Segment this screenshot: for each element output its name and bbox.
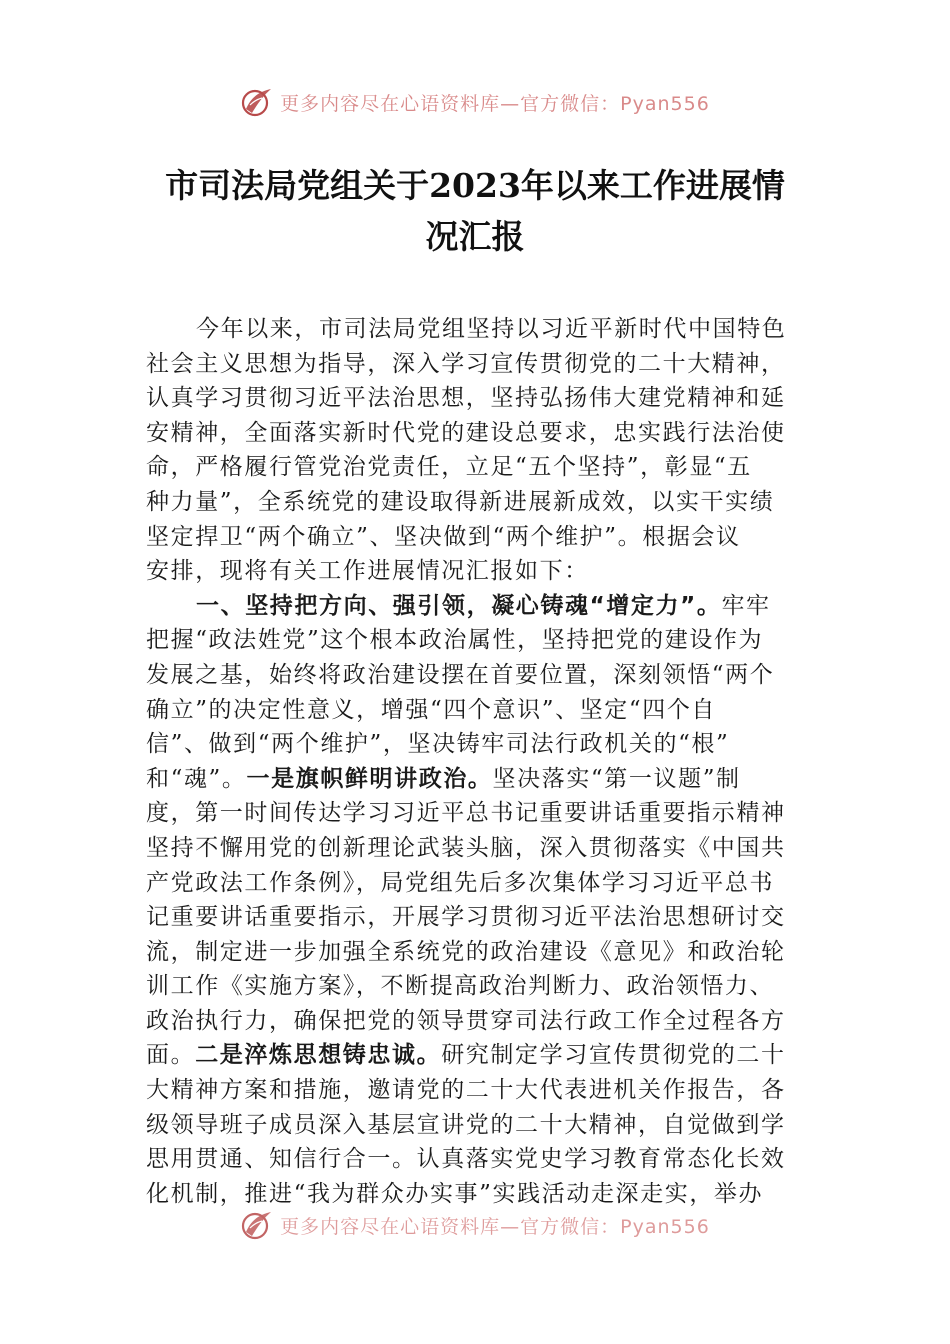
document-title <box>100 160 850 262</box>
body-line: 级领导班子成员深入基层宣讲党的二十大精神，自觉做到学 <box>146 1111 786 1138</box>
point-2-heading: 二是淬炼思想铸忠诚。 <box>195 1042 442 1069</box>
watermark-header <box>0 82 950 122</box>
body-line: 思用贯通、知信行合一。认真落实党史学习教育常态化长效 <box>146 1146 786 1173</box>
body-line: 安排，现将有关工作进展情况汇报如下： <box>146 558 589 585</box>
body-line: 今年以来，市司法局党组坚持以习近平新时代中国特色 <box>196 316 787 342</box>
line-fragment: 坚决落实“第一议题”制 <box>492 765 741 792</box>
body-line: 认真学习贯彻习近平法治思想，坚持弘扬伟大建党精神和延 <box>146 385 786 412</box>
body-line: 安精神，全面落实新时代党的建设总要求，忠实践行法治使 <box>146 419 786 446</box>
body-line: 确立”的决定性意义，增强“四个意识”、坚定“四个自 <box>146 696 717 723</box>
body-line: 把握“政法姓党”这个根本政治属性，坚持把党的建设作为 <box>146 627 764 654</box>
body-line: 坚定捍卫“两个确立”、坚决做到“两个维护”。根据会议 <box>146 523 741 550</box>
section-heading-line <box>146 589 808 624</box>
watermark-text: 更多内容尽在心语资料库—官方微信：Pyan556 <box>280 92 710 115</box>
section-1-lead: 牢牢 <box>721 592 771 619</box>
brush-stroke-logo-icon <box>240 1208 274 1242</box>
title-line-2: 况汇报 <box>425 217 525 256</box>
body-line: 化机制，推进“我为群众办实事”实践活动走深走实，举办 <box>146 1180 764 1207</box>
watermark-footer <box>0 1205 950 1245</box>
line-fragment: 和“魂”。 <box>146 765 247 792</box>
document-body <box>146 312 808 1211</box>
body-line: 流，制定进一步加强全系统党的政治建设《意见》和政治轮 <box>146 938 786 965</box>
brush-stroke-logo-icon <box>240 85 274 119</box>
body-line: 大精神方案和措施，邀请党的二十大代表进机关作报告，各 <box>146 1077 786 1104</box>
body-line: 信”、做到“两个维护”，坚决铸牢司法行政机关的“根” <box>146 731 730 758</box>
body-line: 命，严格履行管党治党责任，立足“五个坚持”，彰显“五 <box>146 454 752 481</box>
body-line <box>146 1038 808 1073</box>
body-line: 坚持不懈用党的创新理论武装头脑，深入贯彻落实《中国共 <box>146 834 786 861</box>
title-line-1: 市司法局党组关于2023年以来工作进展情 <box>165 166 785 205</box>
body-line: 政治执行力，确保把党的领导贯穿司法行政工作全过程各方 <box>146 1007 786 1034</box>
body-line: 社会主义思想为指导，深入学习宣传贯彻党的二十大精神， <box>146 350 786 377</box>
body-line: 发展之基，始终将政治建设摆在首要位置，深刻领悟“两个 <box>146 661 775 688</box>
section-1-heading: 一、坚持把方向、强引领，凝心铸魂“增定力”。 <box>196 592 722 619</box>
body-line: 产党政法工作条例》，局党组先后多次集体学习习近平总书 <box>146 869 775 896</box>
watermark-text: 更多内容尽在心语资料库—官方微信：Pyan556 <box>280 1215 710 1238</box>
body-line: 训工作《实施方案》，不断提高政治判断力、政治领悟力、 <box>146 973 775 1000</box>
line-fragment: 研究制定学习宣传贯彻党的二十 <box>441 1042 786 1069</box>
body-line: 度，第一时间传达学习习近平总书记重要讲话重要指示精神 <box>146 800 786 827</box>
body-line: 记重要讲话重要指示，开展学习贯彻习近平法治思想研讨交 <box>146 904 786 931</box>
body-line: 种力量”，全系统党的建设取得新进展新成效，以实干实绩 <box>146 488 775 515</box>
body-line <box>146 762 808 797</box>
point-1-heading: 一是旗帜鲜明讲政治。 <box>246 765 493 792</box>
line-fragment: 面。 <box>146 1042 196 1069</box>
